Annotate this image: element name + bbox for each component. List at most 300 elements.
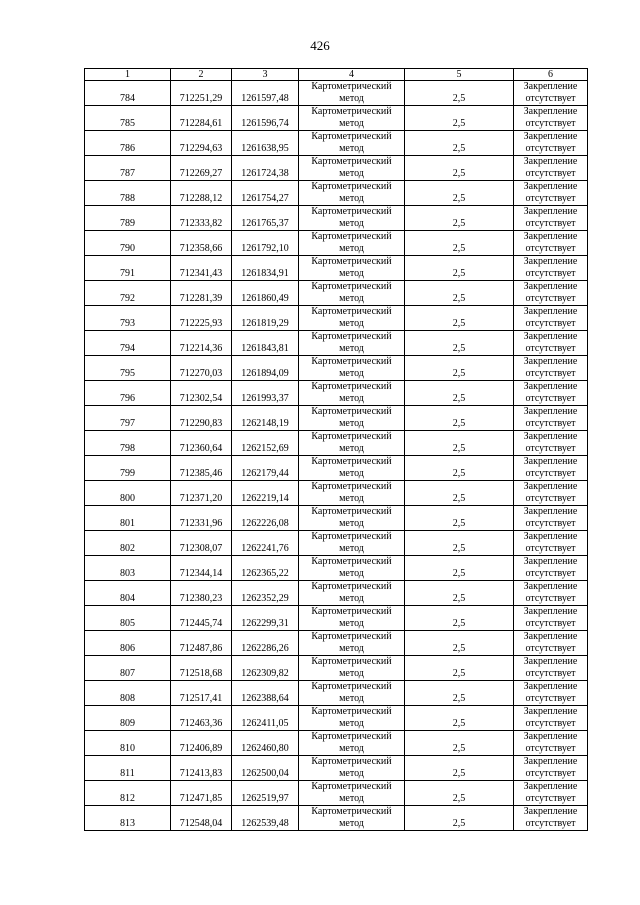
y-coordinate-cell: 1261993,37 — [232, 381, 299, 406]
table-row — [85, 806, 588, 831]
method-line-1: Картометрический — [311, 756, 392, 767]
y-coordinate-cell: 1261724,38 — [232, 156, 299, 181]
fixation-line-2: отсутствует — [525, 818, 576, 829]
fixation-line-1: Закрепление — [523, 381, 578, 392]
method-line-2: метод — [339, 293, 364, 304]
point-number-cell: 806 — [85, 631, 171, 656]
fixation-cell — [514, 581, 588, 606]
table-row — [85, 256, 588, 281]
point-number-cell: 793 — [85, 306, 171, 331]
table-row — [85, 456, 588, 481]
method-line-1: Картометрический — [311, 306, 392, 317]
x-coordinate-cell: 712251,29 — [171, 81, 232, 106]
accuracy-cell: 2,5 — [405, 181, 514, 206]
accuracy-cell: 2,5 — [405, 731, 514, 756]
fixation-line-2: отсутствует — [525, 368, 576, 379]
x-coordinate-cell: 712463,36 — [171, 706, 232, 731]
point-number-cell: 809 — [85, 706, 171, 731]
y-coordinate-cell: 1261894,09 — [232, 356, 299, 381]
table-row — [85, 781, 588, 806]
fixation-line-1: Закрепление — [523, 206, 578, 217]
fixation-cell — [514, 606, 588, 631]
fixation-line-1: Закрепление — [523, 681, 578, 692]
point-number-cell: 788 — [85, 181, 171, 206]
point-number-cell: 790 — [85, 231, 171, 256]
method-cell — [299, 731, 405, 756]
method-line-1: Картометрический — [311, 681, 392, 692]
method-cell — [299, 656, 405, 681]
method-line-1: Картометрический — [311, 531, 392, 542]
table-row — [85, 106, 588, 131]
accuracy-cell: 2,5 — [405, 781, 514, 806]
accuracy-cell: 2,5 — [405, 156, 514, 181]
table-row — [85, 131, 588, 156]
method-cell — [299, 531, 405, 556]
table-row — [85, 731, 588, 756]
y-coordinate-cell: 1261834,91 — [232, 256, 299, 281]
accuracy-cell: 2,5 — [405, 606, 514, 631]
point-number-cell: 811 — [85, 756, 171, 781]
method-cell — [299, 356, 405, 381]
x-coordinate-cell: 712548,04 — [171, 806, 232, 831]
table-row — [85, 331, 588, 356]
accuracy-cell: 2,5 — [405, 531, 514, 556]
point-number-cell: 805 — [85, 606, 171, 631]
x-coordinate-cell: 712385,46 — [171, 456, 232, 481]
table-row — [85, 306, 588, 331]
y-coordinate-cell: 1262539,48 — [232, 806, 299, 831]
table-row — [85, 606, 588, 631]
method-cell — [299, 581, 405, 606]
fixation-line-2: отсутствует — [525, 143, 576, 154]
method-cell — [299, 431, 405, 456]
x-coordinate-cell: 712302,54 — [171, 381, 232, 406]
fixation-cell — [514, 81, 588, 106]
point-number-cell: 798 — [85, 431, 171, 456]
y-coordinate-cell: 1262411,05 — [232, 706, 299, 731]
method-line-1: Картометрический — [311, 356, 392, 367]
y-coordinate-cell: 1261596,74 — [232, 106, 299, 131]
method-line-1: Картометрический — [311, 631, 392, 642]
fixation-line-1: Закрепление — [523, 431, 578, 442]
method-line-1: Картометрический — [311, 706, 392, 717]
fixation-line-1: Закрепление — [523, 506, 578, 517]
fixation-line-2: отсутствует — [525, 493, 576, 504]
method-line-1: Картометрический — [311, 506, 392, 517]
method-cell — [299, 681, 405, 706]
y-coordinate-cell: 1261597,48 — [232, 81, 299, 106]
fixation-line-1: Закрепление — [523, 781, 578, 792]
fixation-line-1: Закрепление — [523, 131, 578, 142]
method-cell — [299, 481, 405, 506]
fixation-line-2: отсутствует — [525, 393, 576, 404]
table-row — [85, 756, 588, 781]
fixation-line-1: Закрепление — [523, 181, 578, 192]
x-coordinate-cell: 712413,83 — [171, 756, 232, 781]
fixation-line-2: отсутствует — [525, 593, 576, 604]
fixation-line-1: Закрепление — [523, 281, 578, 292]
fixation-line-1: Закрепление — [523, 156, 578, 167]
method-line-2: метод — [339, 268, 364, 279]
fixation-cell — [514, 681, 588, 706]
method-line-2: метод — [339, 393, 364, 404]
x-coordinate-cell: 712269,27 — [171, 156, 232, 181]
point-number-cell: 785 — [85, 106, 171, 131]
method-line-1: Картометрический — [311, 181, 392, 192]
fixation-line-2: отсутствует — [525, 293, 576, 304]
point-number-cell: 801 — [85, 506, 171, 531]
header-col-3: 3 — [232, 69, 299, 81]
method-line-1: Картометрический — [311, 231, 392, 242]
y-coordinate-cell: 1262148,19 — [232, 406, 299, 431]
accuracy-cell: 2,5 — [405, 456, 514, 481]
x-coordinate-cell: 712517,41 — [171, 681, 232, 706]
method-cell — [299, 81, 405, 106]
method-cell — [299, 756, 405, 781]
fixation-cell — [514, 731, 588, 756]
fixation-line-2: отсутствует — [525, 643, 576, 654]
method-line-2: метод — [339, 693, 364, 704]
fixation-cell — [514, 206, 588, 231]
fixation-line-2: отсутствует — [525, 718, 576, 729]
fixation-line-2: отсутствует — [525, 468, 576, 479]
y-coordinate-cell: 1262500,04 — [232, 756, 299, 781]
method-cell — [299, 231, 405, 256]
method-cell — [299, 131, 405, 156]
method-line-1: Картометрический — [311, 256, 392, 267]
accuracy-cell: 2,5 — [405, 81, 514, 106]
x-coordinate-cell: 712214,36 — [171, 331, 232, 356]
fixation-line-1: Закрепление — [523, 106, 578, 117]
fixation-cell — [514, 406, 588, 431]
method-line-2: метод — [339, 143, 364, 154]
x-coordinate-cell: 712270,03 — [171, 356, 232, 381]
fixation-line-2: отсутствует — [525, 743, 576, 754]
fixation-line-2: отсутствует — [525, 668, 576, 679]
x-coordinate-cell: 712331,96 — [171, 506, 232, 531]
accuracy-cell: 2,5 — [405, 806, 514, 831]
x-coordinate-cell: 712371,20 — [171, 481, 232, 506]
x-coordinate-cell: 712308,07 — [171, 531, 232, 556]
fixation-line-2: отсутствует — [525, 418, 576, 429]
y-coordinate-cell: 1261819,29 — [232, 306, 299, 331]
method-line-2: метод — [339, 168, 364, 179]
x-coordinate-cell: 712445,74 — [171, 606, 232, 631]
y-coordinate-cell: 1262241,76 — [232, 531, 299, 556]
y-coordinate-cell: 1262365,22 — [232, 556, 299, 581]
accuracy-cell: 2,5 — [405, 381, 514, 406]
method-line-1: Картометрический — [311, 781, 392, 792]
y-coordinate-cell: 1261754,27 — [232, 181, 299, 206]
method-cell — [299, 181, 405, 206]
fixation-line-2: отсутствует — [525, 768, 576, 779]
accuracy-cell: 2,5 — [405, 756, 514, 781]
x-coordinate-cell: 712380,23 — [171, 581, 232, 606]
fixation-line-1: Закрепление — [523, 231, 578, 242]
y-coordinate-cell: 1262286,26 — [232, 631, 299, 656]
table-body — [85, 81, 588, 831]
table-row — [85, 156, 588, 181]
table-row — [85, 681, 588, 706]
header-col-6: 6 — [514, 69, 588, 81]
method-line-2: метод — [339, 743, 364, 754]
fixation-line-1: Закрепление — [523, 656, 578, 667]
fixation-cell — [514, 456, 588, 481]
x-coordinate-cell: 712471,85 — [171, 781, 232, 806]
y-coordinate-cell: 1261843,81 — [232, 331, 299, 356]
y-coordinate-cell: 1262309,82 — [232, 656, 299, 681]
table-row — [85, 81, 588, 106]
header-col-4: 4 — [299, 69, 405, 81]
method-line-1: Картометрический — [311, 581, 392, 592]
accuracy-cell: 2,5 — [405, 231, 514, 256]
fixation-cell — [514, 431, 588, 456]
fixation-line-1: Закрепление — [523, 806, 578, 817]
method-line-2: метод — [339, 668, 364, 679]
table-row — [85, 206, 588, 231]
method-line-2: метод — [339, 468, 364, 479]
fixation-cell — [514, 156, 588, 181]
method-line-2: метод — [339, 518, 364, 529]
accuracy-cell: 2,5 — [405, 506, 514, 531]
fixation-cell — [514, 506, 588, 531]
fixation-cell — [514, 481, 588, 506]
method-cell — [299, 706, 405, 731]
point-number-cell: 787 — [85, 156, 171, 181]
method-line-2: метод — [339, 243, 364, 254]
fixation-line-2: отсутствует — [525, 243, 576, 254]
method-cell — [299, 381, 405, 406]
method-cell — [299, 306, 405, 331]
fixation-line-1: Закрепление — [523, 481, 578, 492]
fixation-line-1: Закрепление — [523, 306, 578, 317]
fixation-cell — [514, 306, 588, 331]
fixation-cell — [514, 756, 588, 781]
fixation-line-1: Закрепление — [523, 756, 578, 767]
method-cell — [299, 606, 405, 631]
point-number-cell: 789 — [85, 206, 171, 231]
x-coordinate-cell: 712290,83 — [171, 406, 232, 431]
fixation-line-1: Закрепление — [523, 256, 578, 267]
method-cell — [299, 406, 405, 431]
accuracy-cell: 2,5 — [405, 431, 514, 456]
header-col-1: 1 — [85, 69, 171, 81]
x-coordinate-cell: 712281,39 — [171, 281, 232, 306]
table-row — [85, 506, 588, 531]
point-number-cell: 808 — [85, 681, 171, 706]
point-number-cell: 794 — [85, 331, 171, 356]
point-number-cell: 812 — [85, 781, 171, 806]
fixation-line-2: отсутствует — [525, 568, 576, 579]
method-line-2: метод — [339, 618, 364, 629]
x-coordinate-cell: 712487,86 — [171, 631, 232, 656]
fixation-cell — [514, 781, 588, 806]
method-line-1: Картометрический — [311, 206, 392, 217]
table-row — [85, 481, 588, 506]
point-number-cell: 803 — [85, 556, 171, 581]
method-line-2: метод — [339, 543, 364, 554]
point-number-cell: 786 — [85, 131, 171, 156]
point-number-cell: 810 — [85, 731, 171, 756]
method-line-2: метод — [339, 568, 364, 579]
y-coordinate-cell: 1262352,29 — [232, 581, 299, 606]
table-row — [85, 706, 588, 731]
table-header-row — [85, 69, 588, 81]
method-line-1: Картометрический — [311, 731, 392, 742]
fixation-line-1: Закрепление — [523, 606, 578, 617]
fixation-cell — [514, 706, 588, 731]
accuracy-cell: 2,5 — [405, 406, 514, 431]
method-cell — [299, 556, 405, 581]
method-line-2: метод — [339, 493, 364, 504]
fixation-line-2: отсутствует — [525, 168, 576, 179]
method-cell — [299, 206, 405, 231]
table-row — [85, 656, 588, 681]
y-coordinate-cell: 1262219,14 — [232, 481, 299, 506]
method-line-2: метод — [339, 118, 364, 129]
x-coordinate-cell: 712333,82 — [171, 206, 232, 231]
accuracy-cell: 2,5 — [405, 356, 514, 381]
method-line-1: Картометрический — [311, 656, 392, 667]
y-coordinate-cell: 1262179,44 — [232, 456, 299, 481]
method-line-2: метод — [339, 193, 364, 204]
fixation-line-2: отсутствует — [525, 518, 576, 529]
point-number-cell: 813 — [85, 806, 171, 831]
table-row — [85, 231, 588, 256]
x-coordinate-cell: 712344,14 — [171, 556, 232, 581]
x-coordinate-cell: 712406,89 — [171, 731, 232, 756]
y-coordinate-cell: 1261638,95 — [232, 131, 299, 156]
fixation-line-1: Закрепление — [523, 556, 578, 567]
header-col-5: 5 — [405, 69, 514, 81]
accuracy-cell: 2,5 — [405, 681, 514, 706]
method-line-1: Картометрический — [311, 131, 392, 142]
y-coordinate-cell: 1262460,80 — [232, 731, 299, 756]
page-number: 426 — [310, 38, 330, 53]
y-coordinate-cell: 1262152,69 — [232, 431, 299, 456]
accuracy-cell: 2,5 — [405, 306, 514, 331]
accuracy-cell: 2,5 — [405, 706, 514, 731]
point-number-cell: 784 — [85, 81, 171, 106]
accuracy-cell: 2,5 — [405, 581, 514, 606]
method-line-1: Картометрический — [311, 81, 392, 92]
x-coordinate-cell: 712341,43 — [171, 256, 232, 281]
fixation-line-2: отсутствует — [525, 118, 576, 129]
table-row — [85, 631, 588, 656]
table-row — [85, 531, 588, 556]
x-coordinate-cell: 712294,63 — [171, 131, 232, 156]
fixation-line-2: отсутствует — [525, 218, 576, 229]
method-line-1: Картометрический — [311, 331, 392, 342]
fixation-line-1: Закрепление — [523, 81, 578, 92]
method-line-1: Картометрический — [311, 106, 392, 117]
point-number-cell: 791 — [85, 256, 171, 281]
fixation-line-2: отсутствует — [525, 343, 576, 354]
fixation-cell — [514, 106, 588, 131]
fixation-cell — [514, 181, 588, 206]
accuracy-cell: 2,5 — [405, 131, 514, 156]
table-row — [85, 356, 588, 381]
fixation-cell — [514, 131, 588, 156]
point-number-cell: 795 — [85, 356, 171, 381]
method-line-2: метод — [339, 318, 364, 329]
accuracy-cell: 2,5 — [405, 331, 514, 356]
x-coordinate-cell: 712284,61 — [171, 106, 232, 131]
x-coordinate-cell: 712518,68 — [171, 656, 232, 681]
method-line-1: Картометрический — [311, 456, 392, 467]
method-line-1: Картометрический — [311, 156, 392, 167]
accuracy-cell: 2,5 — [405, 206, 514, 231]
point-number-cell: 802 — [85, 531, 171, 556]
point-number-cell: 796 — [85, 381, 171, 406]
fixation-line-1: Закрепление — [523, 731, 578, 742]
fixation-line-1: Закрепление — [523, 631, 578, 642]
fixation-line-2: отсутствует — [525, 318, 576, 329]
table-row — [85, 556, 588, 581]
accuracy-cell: 2,5 — [405, 556, 514, 581]
accuracy-cell: 2,5 — [405, 106, 514, 131]
method-line-2: метод — [339, 643, 364, 654]
fixation-line-1: Закрепление — [523, 331, 578, 342]
method-cell — [299, 281, 405, 306]
method-cell — [299, 806, 405, 831]
fixation-cell — [514, 556, 588, 581]
y-coordinate-cell: 1262388,64 — [232, 681, 299, 706]
fixation-cell — [514, 331, 588, 356]
point-number-cell: 797 — [85, 406, 171, 431]
accuracy-cell: 2,5 — [405, 256, 514, 281]
fixation-line-2: отсутствует — [525, 443, 576, 454]
accuracy-cell: 2,5 — [405, 631, 514, 656]
table-row — [85, 431, 588, 456]
y-coordinate-cell: 1262519,97 — [232, 781, 299, 806]
method-line-2: метод — [339, 218, 364, 229]
method-line-2: метод — [339, 718, 364, 729]
method-line-1: Картометрический — [311, 381, 392, 392]
y-coordinate-cell: 1261860,49 — [232, 281, 299, 306]
method-line-2: метод — [339, 793, 364, 804]
x-coordinate-cell: 712360,64 — [171, 431, 232, 456]
method-cell — [299, 506, 405, 531]
fixation-cell — [514, 381, 588, 406]
point-number-cell: 792 — [85, 281, 171, 306]
fixation-cell — [514, 281, 588, 306]
method-line-2: метод — [339, 443, 364, 454]
method-cell — [299, 631, 405, 656]
point-number-cell: 800 — [85, 481, 171, 506]
x-coordinate-cell: 712358,66 — [171, 231, 232, 256]
method-line-1: Картометрический — [311, 806, 392, 817]
method-cell — [299, 156, 405, 181]
method-line-1: Картометрический — [311, 481, 392, 492]
y-coordinate-cell: 1262299,31 — [232, 606, 299, 631]
fixation-line-1: Закрепление — [523, 356, 578, 367]
fixation-line-2: отсутствует — [525, 543, 576, 554]
method-line-2: метод — [339, 343, 364, 354]
fixation-cell — [514, 356, 588, 381]
table-row — [85, 181, 588, 206]
y-coordinate-cell: 1261792,10 — [232, 231, 299, 256]
method-line-2: метод — [339, 768, 364, 779]
fixation-line-1: Закрепление — [523, 706, 578, 717]
fixation-line-1: Закрепление — [523, 406, 578, 417]
method-line-1: Картометрический — [311, 431, 392, 442]
y-coordinate-cell: 1261765,37 — [232, 206, 299, 231]
point-number-cell: 799 — [85, 456, 171, 481]
method-line-1: Картометрический — [311, 281, 392, 292]
fixation-cell — [514, 531, 588, 556]
method-line-2: метод — [339, 368, 364, 379]
